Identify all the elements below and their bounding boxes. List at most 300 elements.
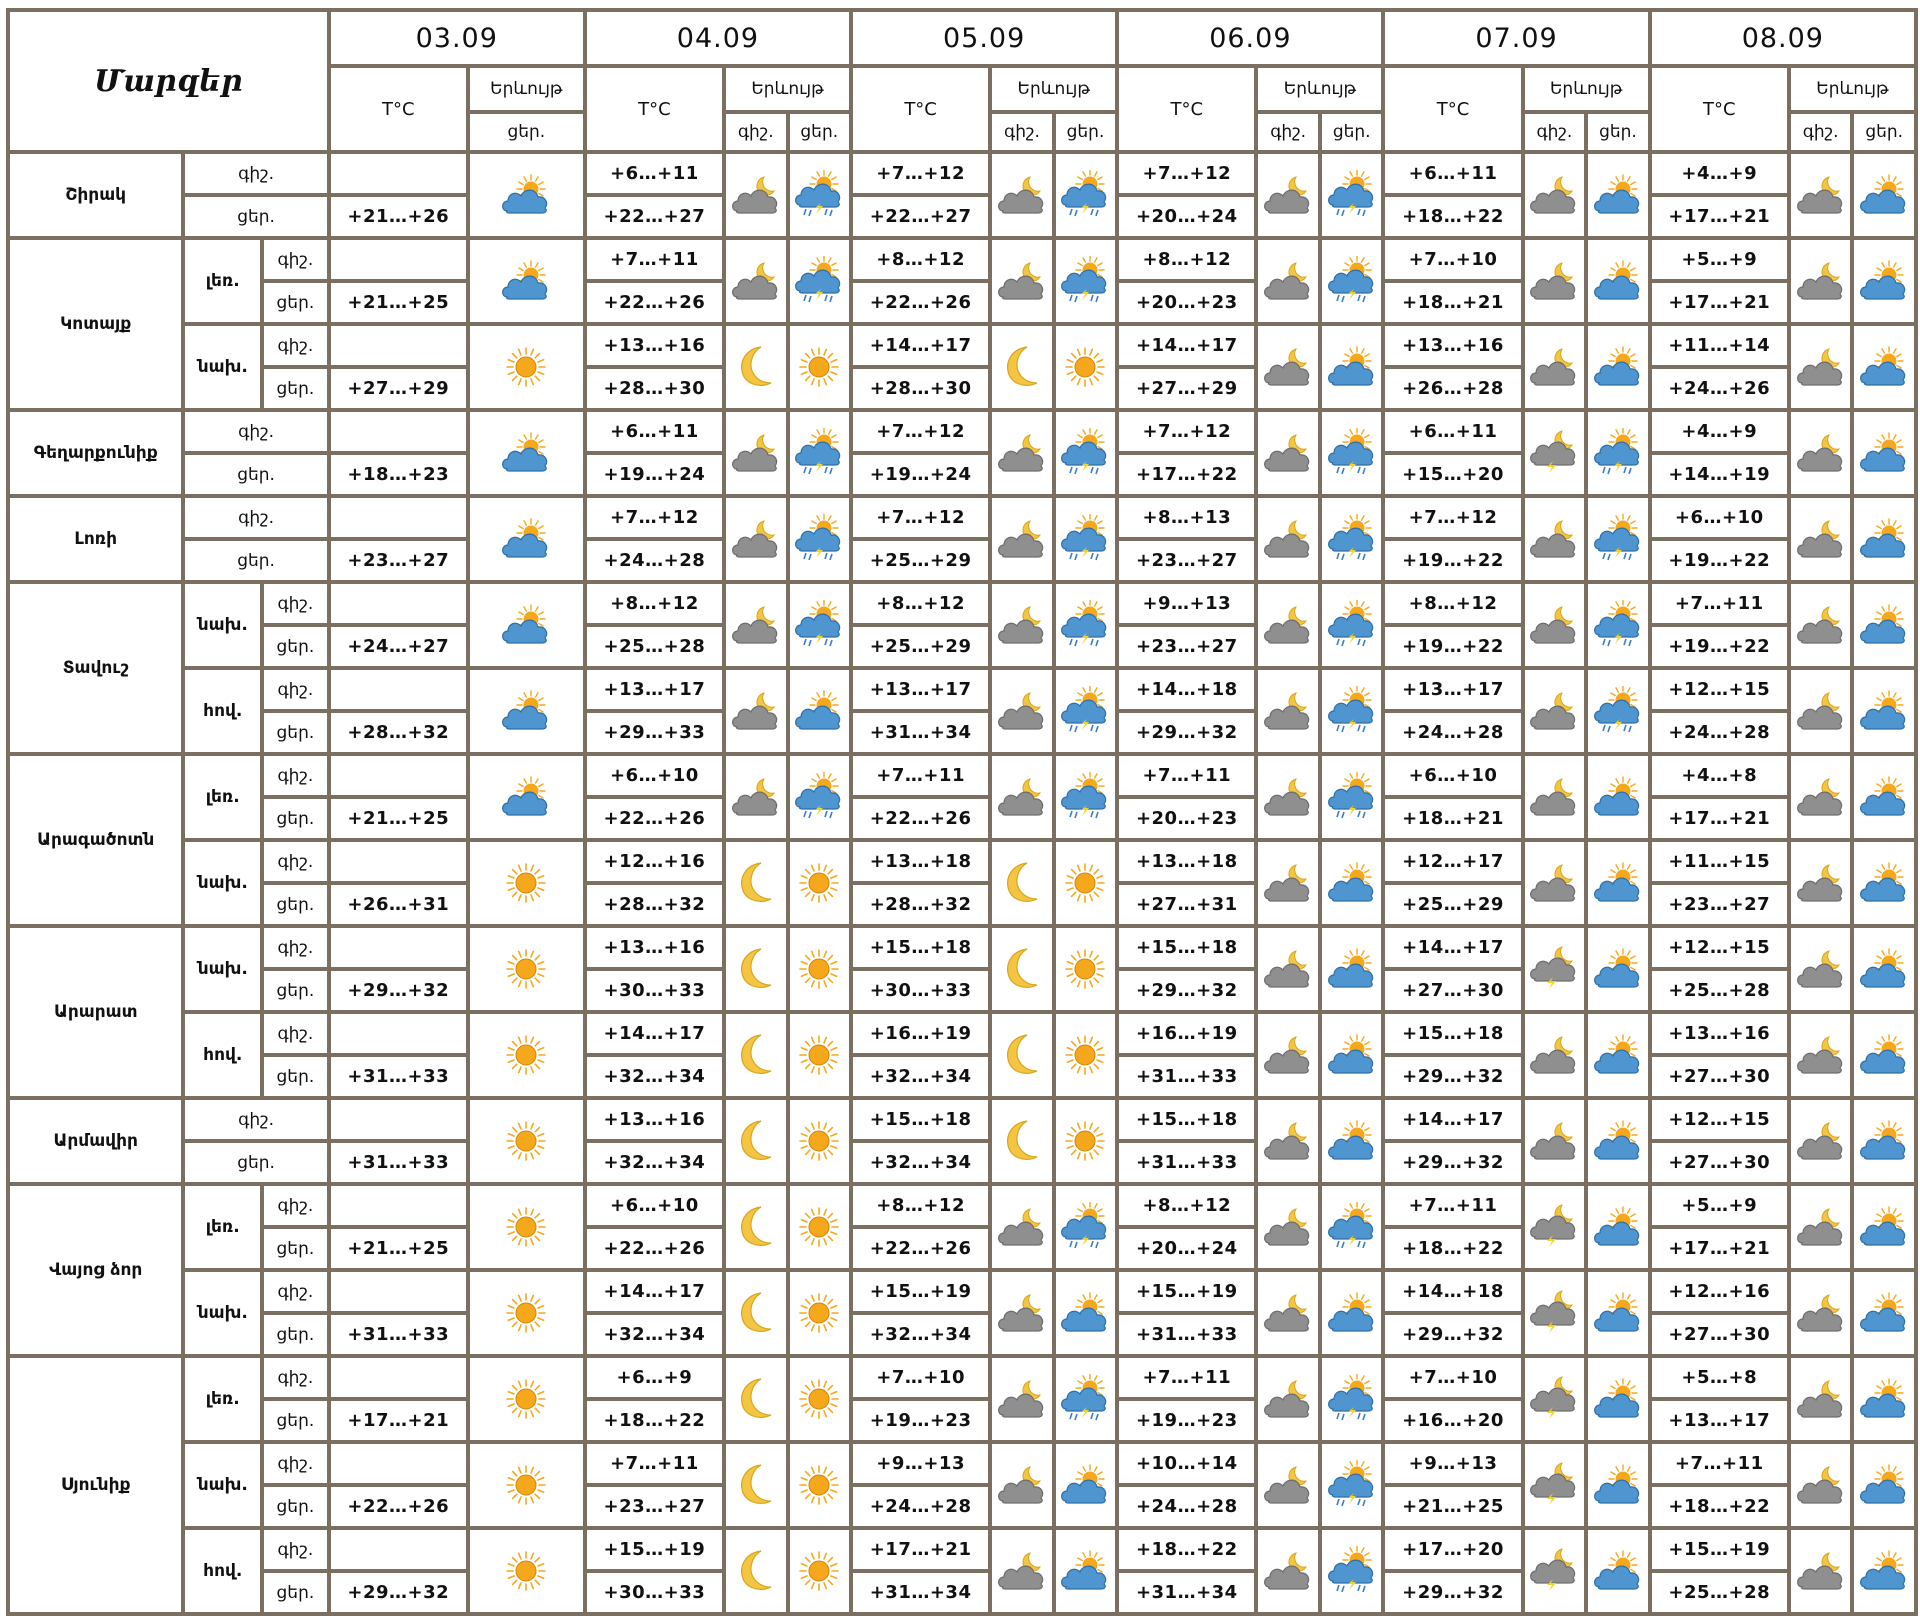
weather-cell [468, 1098, 585, 1184]
temp-night: +7…+11 [1650, 1442, 1789, 1485]
day-label: ցեր. [262, 367, 329, 410]
weather-cell [1320, 926, 1384, 1012]
partly-cloudy-icon [1854, 1377, 1914, 1421]
temp-day: +21…+25 [329, 1227, 468, 1270]
weather-cell [468, 926, 585, 1012]
thunder-night-icon [1525, 1547, 1585, 1595]
temp-night: +15…+18 [1117, 1098, 1256, 1141]
weather-cell [1054, 238, 1118, 324]
day-label: ցեր. [262, 883, 329, 926]
zone-label: նախ. [183, 926, 262, 1012]
weather-cell [1054, 582, 1118, 668]
weather-cell [724, 1012, 788, 1098]
weather-cell [1852, 1270, 1916, 1356]
partly-cloudy-icon [790, 689, 850, 733]
cloudy-night-icon [1525, 775, 1585, 819]
weather-cell [468, 1528, 585, 1614]
temp-night: +13…+18 [1117, 840, 1256, 883]
weather-cell [1054, 668, 1118, 754]
weather-cell [1789, 1442, 1853, 1528]
moon-icon [726, 343, 786, 391]
weather-cell [1586, 410, 1650, 496]
temp-day: +30…+33 [851, 969, 990, 1012]
night-row [8, 1528, 1916, 1571]
weather-cell [1586, 1442, 1650, 1528]
weather-cell [1320, 1442, 1384, 1528]
temp-empty [329, 1184, 468, 1227]
temp-col-header: T°C [1650, 66, 1789, 152]
weather-cell [990, 238, 1054, 324]
temp-day: +22…+26 [585, 797, 724, 840]
weather-cell [1586, 840, 1650, 926]
temp-night: +7…+11 [1117, 1356, 1256, 1399]
cloudy-night-icon [1525, 517, 1585, 561]
temp-night: +13…+16 [585, 1098, 724, 1141]
weather-cell [468, 410, 585, 496]
rain-thunder-sun-icon [1322, 256, 1382, 306]
night-row [8, 1356, 1916, 1399]
weather-cell [990, 1528, 1054, 1614]
cloudy-night-icon [1258, 1291, 1318, 1335]
partly-cloudy-icon [1588, 1291, 1648, 1335]
weather-cell [1256, 668, 1320, 754]
cloudy-night-icon [1525, 345, 1585, 389]
night-label: գիշ. [262, 1356, 329, 1399]
day-label: ցեր. [262, 1399, 329, 1442]
cloudy-night-icon [1791, 1291, 1851, 1335]
zone-label: նախ. [183, 1270, 262, 1356]
weather-cell [990, 1098, 1054, 1184]
rain-thunder-sun-icon [1322, 686, 1382, 736]
partly-cloudy-icon [1854, 603, 1914, 647]
partly-cloudy-icon [1588, 1463, 1648, 1507]
temp-night: +7…+11 [1383, 1184, 1522, 1227]
phenomenon-header: Երևույթ [724, 66, 851, 112]
night-row [8, 324, 1916, 367]
day-label: ցեր. [262, 969, 329, 1012]
moon-icon [726, 1547, 786, 1595]
partly-cloudy-icon [1588, 1119, 1648, 1163]
partly-cloudy-icon [1854, 1291, 1914, 1335]
temp-night: +8…+12 [851, 1184, 990, 1227]
temp-night: +13…+16 [1650, 1012, 1789, 1055]
weather-cell [1320, 410, 1384, 496]
moon-icon [992, 1031, 1052, 1079]
weather-cell [1523, 152, 1587, 238]
temp-col-header: T°C [329, 66, 468, 152]
partly-cloudy-icon [1322, 947, 1382, 991]
cloudy-night-icon [992, 1549, 1052, 1593]
weather-cell [990, 1012, 1054, 1098]
cloudy-night-icon [726, 431, 786, 475]
weather-cell [1320, 1098, 1384, 1184]
weather-cell [724, 238, 788, 324]
partly-cloudy-icon [1056, 1463, 1116, 1507]
weather-cell [1789, 1012, 1853, 1098]
temp-day: +31…+33 [1117, 1313, 1256, 1356]
temp-night: +6…+10 [585, 1184, 724, 1227]
partly-cloudy-icon [1854, 689, 1914, 733]
night-row [8, 840, 1916, 883]
temp-day: +25…+29 [1383, 883, 1522, 926]
temp-col-header: T°C [1383, 66, 1522, 152]
region-name: Արմավիր [8, 1098, 183, 1184]
region-name: Սյունիք [8, 1356, 183, 1614]
temp-night: +13…+16 [1383, 324, 1522, 367]
cloudy-night-icon [1258, 1119, 1318, 1163]
weather-cell [1320, 238, 1384, 324]
cloudy-night-icon [726, 775, 786, 819]
weather-cell [1852, 152, 1916, 238]
temp-day: +32…+34 [585, 1141, 724, 1184]
temp-day: +27…+31 [1117, 883, 1256, 926]
weather-cell [724, 754, 788, 840]
temp-night: +7…+10 [851, 1356, 990, 1399]
weather-cell [1320, 1270, 1384, 1356]
rain-thunder-sun-icon [1322, 600, 1382, 650]
weather-cell [468, 1012, 585, 1098]
night-row [8, 582, 1916, 625]
weather-cell [1054, 1356, 1118, 1442]
night-label: գիշ. [262, 238, 329, 281]
day-header: ցեր. [1586, 112, 1650, 152]
temp-day: +29…+32 [1383, 1055, 1522, 1098]
temp-day: +27…+30 [1383, 969, 1522, 1012]
temp-day: +24…+26 [1650, 367, 1789, 410]
temp-empty [329, 754, 468, 797]
temp-day: +18…+22 [1383, 195, 1522, 238]
moon-icon [726, 945, 786, 993]
temp-night: +6…+10 [1383, 754, 1522, 797]
weather-cell [990, 1270, 1054, 1356]
temp-day: +24…+28 [1383, 711, 1522, 754]
temp-night: +15…+19 [1650, 1528, 1789, 1571]
rain-thunder-sun-icon [1322, 428, 1382, 478]
temp-day: +20…+23 [1117, 797, 1256, 840]
cloudy-night-icon [1791, 775, 1851, 819]
weather-cell [468, 324, 585, 410]
temp-day: +32…+34 [851, 1313, 990, 1356]
night-label: գիշ. [262, 1528, 329, 1571]
night-label: գիշ. [262, 926, 329, 969]
temp-day: +16…+20 [1383, 1399, 1522, 1442]
temp-day: +21…+25 [329, 281, 468, 324]
cloudy-night-icon [1258, 1033, 1318, 1077]
weather-cell [1852, 1528, 1916, 1614]
partly-cloudy-icon [470, 689, 583, 733]
temp-day: +29…+32 [1383, 1571, 1522, 1614]
rain-thunder-sun-icon [1322, 1202, 1382, 1252]
temp-day: +22…+26 [329, 1485, 468, 1528]
weather-cell [1054, 1098, 1118, 1184]
day-header: ցեր. [1852, 112, 1916, 152]
temp-day: +22…+26 [585, 1227, 724, 1270]
rain-thunder-sun-icon [1056, 256, 1116, 306]
night-row [8, 926, 1916, 969]
weather-cell [1852, 1184, 1916, 1270]
temp-day: +28…+32 [329, 711, 468, 754]
temp-day: +18…+21 [1383, 281, 1522, 324]
night-label: գիշ. [183, 496, 328, 539]
partly-cloudy-icon [470, 775, 583, 819]
temp-night: +18…+22 [1117, 1528, 1256, 1571]
cloudy-night-icon [1791, 345, 1851, 389]
weather-cell [1852, 1098, 1916, 1184]
temp-night: +4…+9 [1650, 410, 1789, 453]
day-label: ցեր. [262, 711, 329, 754]
temp-day: +19…+22 [1650, 625, 1789, 668]
cloudy-night-icon [1258, 603, 1318, 647]
weather-cell [1320, 496, 1384, 582]
weather-cell [468, 1184, 585, 1270]
temp-day: +22…+26 [851, 1227, 990, 1270]
date-header: 04.09 [585, 10, 851, 66]
phenomenon-header: Երևույթ [468, 66, 585, 112]
temp-day: +23…+27 [1117, 539, 1256, 582]
rain-thunder-sun-icon [1588, 428, 1648, 478]
date-header: 03.09 [329, 10, 585, 66]
rain-thunder-sun-icon [790, 170, 850, 220]
weather-cell [1852, 926, 1916, 1012]
temp-night: +12…+15 [1650, 1098, 1789, 1141]
weather-cell [1054, 410, 1118, 496]
temp-day: +22…+26 [851, 281, 990, 324]
temp-day: +28…+30 [851, 367, 990, 410]
weather-cell [1852, 324, 1916, 410]
weather-cell [1789, 152, 1853, 238]
cloudy-night-icon [1258, 861, 1318, 905]
cloudy-night-icon [992, 775, 1052, 819]
weather-cell [1320, 152, 1384, 238]
weather-cell [990, 668, 1054, 754]
partly-cloudy-icon [1588, 173, 1648, 217]
weather-cell [788, 1098, 852, 1184]
temp-day: +29…+32 [1383, 1141, 1522, 1184]
moon-icon [726, 1461, 786, 1509]
temp-empty [329, 1528, 468, 1571]
region-name: Արագածոտն [8, 754, 183, 926]
night-label: գիշ. [262, 582, 329, 625]
cloudy-night-icon [992, 517, 1052, 561]
weather-cell [1256, 1270, 1320, 1356]
temp-night: +7…+11 [1117, 754, 1256, 797]
temp-night: +7…+12 [851, 152, 990, 195]
weather-cell [1852, 238, 1916, 324]
weather-cell [724, 1098, 788, 1184]
sun-icon [790, 1549, 850, 1593]
rain-thunder-sun-icon [1056, 514, 1116, 564]
rain-thunder-sun-icon [1322, 514, 1382, 564]
weather-cell [1586, 1356, 1650, 1442]
cloudy-night-icon [1258, 173, 1318, 217]
temp-night: +6…+11 [585, 152, 724, 195]
weather-cell [1523, 582, 1587, 668]
cloudy-night-icon [726, 603, 786, 647]
weather-cell [1789, 1528, 1853, 1614]
weather-cell [1789, 324, 1853, 410]
temp-empty [329, 1012, 468, 1055]
weather-cell [788, 1012, 852, 1098]
weather-cell [1054, 152, 1118, 238]
weather-cell [1320, 582, 1384, 668]
moon-icon [992, 1117, 1052, 1165]
weather-cell [1256, 1012, 1320, 1098]
moon-icon [992, 343, 1052, 391]
date-header: 06.09 [1117, 10, 1383, 66]
temp-day: +18…+22 [1383, 1227, 1522, 1270]
temp-night: +7…+12 [851, 496, 990, 539]
weather-cell [1586, 926, 1650, 1012]
weather-cell [1523, 496, 1587, 582]
temp-night: +7…+12 [1117, 152, 1256, 195]
region-name: Վայոց ձոր [8, 1184, 183, 1356]
temp-day: +18…+22 [1650, 1485, 1789, 1528]
phenomenon-header: Երևույթ [990, 66, 1117, 112]
temp-night: +7…+11 [585, 238, 724, 281]
temp-day: +22…+26 [585, 281, 724, 324]
partly-cloudy-icon [1322, 1033, 1382, 1077]
partly-cloudy-icon [470, 517, 583, 561]
temp-empty [329, 1270, 468, 1313]
partly-cloudy-icon [1322, 861, 1382, 905]
temp-day: +32…+34 [851, 1055, 990, 1098]
weather-cell [1523, 668, 1587, 754]
temp-night: +8…+12 [851, 238, 990, 281]
sun-icon [1056, 1119, 1116, 1163]
temp-night: +12…+15 [1650, 668, 1789, 711]
weather-cell [724, 496, 788, 582]
weather-cell [788, 926, 852, 1012]
sun-icon [790, 947, 850, 991]
temp-night: +5…+8 [1650, 1356, 1789, 1399]
sun-icon [470, 1377, 583, 1421]
phenomenon-header: Երևույթ [1789, 66, 1916, 112]
day-header: ցեր. [1320, 112, 1384, 152]
temp-empty [329, 582, 468, 625]
temp-night: +16…+19 [1117, 1012, 1256, 1055]
weather-cell [990, 496, 1054, 582]
weather-cell [1054, 1528, 1118, 1614]
day-label: ցեր. [262, 797, 329, 840]
weather-cell [1054, 1442, 1118, 1528]
weather-cell [1586, 238, 1650, 324]
partly-cloudy-icon [1588, 861, 1648, 905]
partly-cloudy-icon [1588, 1033, 1648, 1077]
weather-cell [1852, 410, 1916, 496]
cloudy-night-icon [726, 259, 786, 303]
weather-cell [1054, 926, 1118, 1012]
temp-night: +8…+12 [1117, 238, 1256, 281]
temp-day: +28…+32 [851, 883, 990, 926]
weather-cell [1054, 1012, 1118, 1098]
rain-thunder-sun-icon [1322, 1460, 1382, 1510]
weather-cell [1256, 1528, 1320, 1614]
temp-night: +13…+17 [585, 668, 724, 711]
weather-cell [724, 324, 788, 410]
weather-cell [1256, 324, 1320, 410]
partly-cloudy-icon [1854, 1205, 1914, 1249]
partly-cloudy-icon [1854, 517, 1914, 561]
weather-cell [1320, 324, 1384, 410]
weather-cell [1586, 1012, 1650, 1098]
day-label: ցեր. [262, 1055, 329, 1098]
zone-label: հով. [183, 1012, 262, 1098]
weather-cell [788, 1184, 852, 1270]
forecast-table [6, 8, 1918, 1616]
temp-col-header: T°C [1117, 66, 1256, 152]
sun-icon [790, 1119, 850, 1163]
zone-label: լեռ. [183, 754, 262, 840]
cloudy-night-icon [1258, 1549, 1318, 1593]
temp-day: +30…+33 [585, 969, 724, 1012]
cloudy-night-icon [1791, 1205, 1851, 1249]
zone-label: լեռ. [183, 1184, 262, 1270]
cloudy-night-icon [1258, 517, 1318, 561]
temp-day: +23…+27 [1650, 883, 1789, 926]
weather-cell [990, 840, 1054, 926]
weather-cell [1586, 1184, 1650, 1270]
thunder-night-icon [1525, 1461, 1585, 1509]
day-label: ցեր. [183, 539, 328, 582]
temp-night: +14…+18 [1383, 1270, 1522, 1313]
night-header: գիշ. [1256, 112, 1320, 152]
sun-icon [470, 1205, 583, 1249]
temp-day: +18…+23 [329, 453, 468, 496]
weather-cell [1523, 1528, 1587, 1614]
temp-night: +14…+17 [1117, 324, 1256, 367]
temp-night: +6…+11 [1383, 152, 1522, 195]
night-row [8, 1270, 1916, 1313]
temp-night: +4…+8 [1650, 754, 1789, 797]
temp-day: +25…+28 [585, 625, 724, 668]
weather-cell [1320, 668, 1384, 754]
temp-night: +8…+12 [585, 582, 724, 625]
cloudy-night-icon [992, 603, 1052, 647]
night-row [8, 668, 1916, 711]
zone-label: հով. [183, 1528, 262, 1614]
cloudy-night-icon [1258, 775, 1318, 819]
weather-cell [788, 238, 852, 324]
temp-night: +17…+21 [851, 1528, 990, 1571]
cloudy-night-icon [1525, 861, 1585, 905]
temp-night: +15…+18 [851, 1098, 990, 1141]
weather-cell [1523, 840, 1587, 926]
temp-day: +31…+34 [851, 711, 990, 754]
page-title: Մարզեր [8, 10, 329, 152]
weather-cell [1256, 1184, 1320, 1270]
temp-day: +27…+29 [1117, 367, 1256, 410]
rain-thunder-sun-icon [790, 514, 850, 564]
sun-icon [790, 1463, 850, 1507]
sun-icon [1056, 947, 1116, 991]
weather-cell [1523, 1012, 1587, 1098]
temp-day: +24…+28 [1650, 711, 1789, 754]
temp-day: +25…+28 [1650, 1571, 1789, 1614]
temp-night: +10…+14 [1117, 1442, 1256, 1485]
temp-day: +26…+28 [1383, 367, 1522, 410]
moon-icon [992, 945, 1052, 993]
weather-cell [788, 668, 852, 754]
weather-cell [1320, 1012, 1384, 1098]
cloudy-night-icon [992, 431, 1052, 475]
weather-cell [724, 410, 788, 496]
temp-night: +8…+12 [1383, 582, 1522, 625]
weather-cell [1054, 496, 1118, 582]
cloudy-night-icon [1791, 1377, 1851, 1421]
temp-night: +9…+13 [851, 1442, 990, 1485]
temp-day: +27…+29 [329, 367, 468, 410]
weather-cell [1256, 1098, 1320, 1184]
